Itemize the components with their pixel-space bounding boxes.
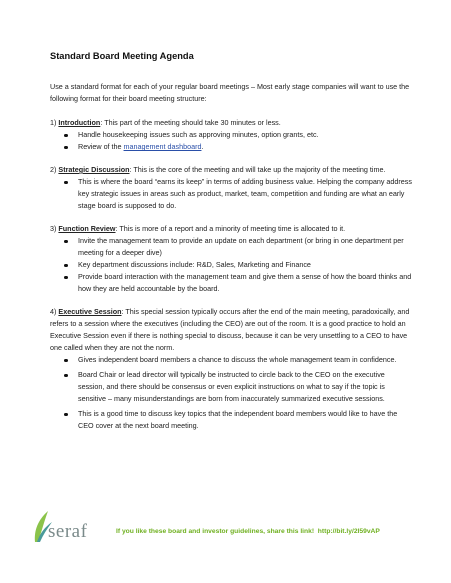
list-item: This is a good time to discuss key topics that the independent board members would like to have the CEO cover at the next board meeting. [78, 408, 413, 432]
logo-text: seraf [48, 521, 88, 542]
list-item: This is where the board “earns its keep” in terms of adding business value. Helping the company address key strategic issues in areas such as product, market, team, competition and funding are what an early stage board is supposed to do. [78, 177, 412, 210]
footer-note [116, 528, 380, 535]
section-number: 2) [50, 165, 57, 174]
list-item: Provide board interaction with the management team and give them a sense of how the board thinks and how they are held accountable by the board. [78, 272, 412, 293]
bullet-list [50, 129, 413, 153]
section-number: 1) [50, 118, 57, 127]
section-strategic-discussion [50, 164, 413, 212]
list-item-text: Review of the [78, 142, 124, 151]
section-introduction [50, 117, 413, 153]
section-title: Function Review [58, 224, 116, 233]
bullet-list [50, 354, 413, 432]
list-item: Invite the management team to provide an update on each department (or bring in one department per meeting for a deeper dive) [78, 235, 413, 259]
list-item: Key department discussions include: R&D, Sales, Marketing and Finance [78, 259, 413, 271]
bullet-list [50, 176, 413, 212]
intro-paragraph: Use a standard format for each of your regular board meetings – Most early stage companies will want to use the following format for their board meeting structure: [50, 82, 410, 103]
section-heading [50, 306, 413, 354]
footer-note-text: If you like these board and investor guidelines, share this link! [116, 528, 315, 535]
share-link[interactable]: http://bit.ly/2l59vAP [317, 528, 380, 535]
page-footer [32, 508, 432, 544]
section-heading [50, 223, 413, 235]
section-number: 3) [50, 224, 57, 233]
section-text: : This is more of a report and a minority of meeting time is allocated to it. [115, 224, 346, 233]
section-title: Introduction [58, 118, 101, 127]
section-heading [50, 164, 413, 176]
management-dashboard-link[interactable]: management dashboard [123, 142, 202, 151]
seraf-logo [32, 508, 102, 544]
section-number: 4) [50, 307, 57, 316]
bullet-list [50, 235, 413, 295]
list-item: Gives independent board members a chance to discuss the whole management team in confidence. [78, 354, 413, 366]
section-text: : This is the core of the meeting and will take up the majority of the meeting time. [129, 165, 386, 174]
section-heading [50, 117, 413, 129]
section-title: Executive Session [58, 307, 122, 316]
list-item-text: . [201, 142, 204, 151]
section-function-review [50, 223, 413, 295]
section-executive-session [50, 306, 413, 432]
section-title: Strategic Discussion [58, 165, 130, 174]
page-title: Standard Board Meeting Agenda [50, 51, 194, 61]
list-item: Board Chair or lead director will typically be instructed to circle back to the CEO on the executive session, and there should be consensus or even explicit instructions on what to say if the topic is sensitive – many misunderstandings are born from inaccurately summarized executive sessions. [78, 369, 413, 405]
list-item [78, 141, 413, 153]
section-text: : This special session typically occurs after the end of the main meeting, paradoxically, and refers to a session where the executives (including the CEO) are out of the room. It is a good practice to hold an Executive Session even if there is nothing special to discuss, because it can be very unsettling to a CEO to have one called when they are not the norm. [50, 307, 410, 352]
section-text: : This part of the meeting should take 30 minutes or less. [100, 118, 281, 127]
list-item: Handle housekeeping issues such as approving minutes, option grants, etc. [78, 129, 413, 141]
